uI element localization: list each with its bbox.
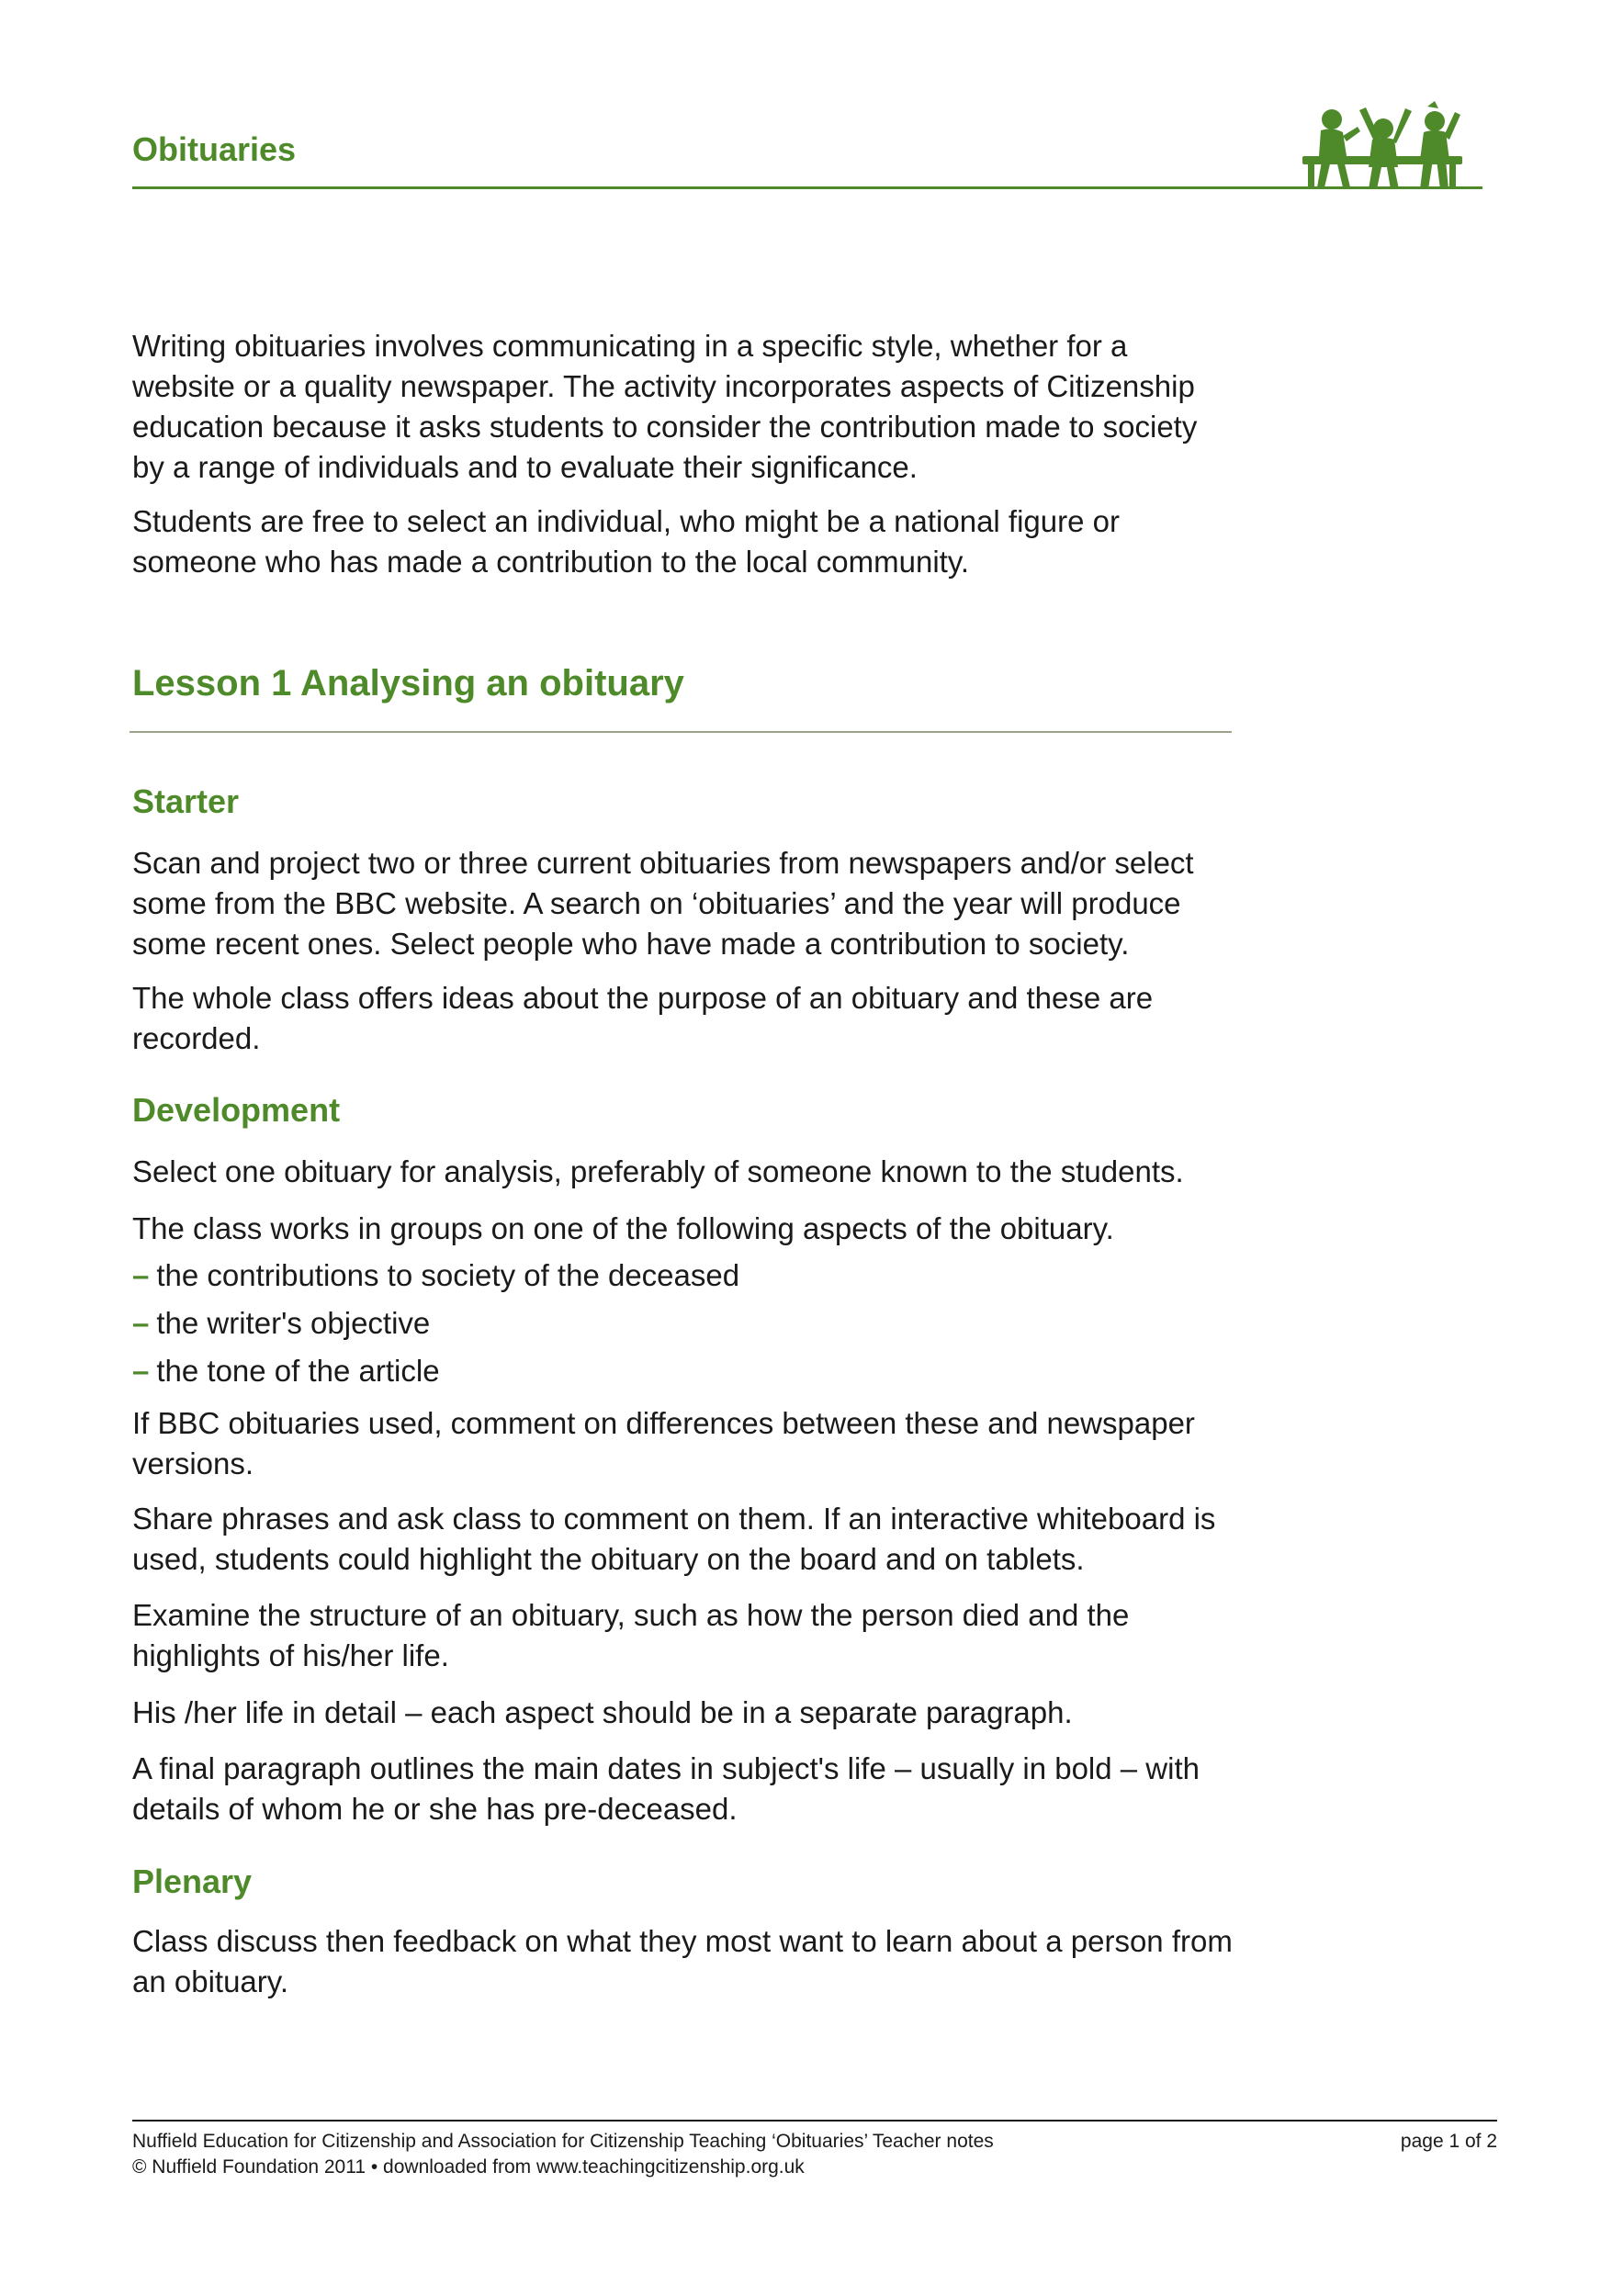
- starter-heading: Starter: [132, 782, 240, 820]
- lesson-divider: [130, 731, 1232, 733]
- intro-paragraph-1: Writing obituaries involves communicating in a specific style, whether for a website or a quality newspaper. The activity incorporates aspects of Citizenship education because it asks students to consider the contribution made to society by a range of individuals and to evaluate their significance.: [132, 329, 1198, 484]
- list-item: – the tone of the article: [132, 1354, 440, 1388]
- footer-copyright: © Nuffield Foundation 2011 • downloaded from www.teachingcitizenship.org.uk: [132, 2156, 805, 2178]
- list-item: – the writer's objective: [132, 1306, 431, 1340]
- aspects-list: [132, 1252, 739, 1395]
- page-number: page 1 of 2: [1400, 2131, 1497, 2152]
- development-heading: Development: [132, 1091, 341, 1129]
- starter-paragraph-1: Scan and project two or three current obituaries from newspapers and/or select some from the BBC website. A search on ‘obituaries’ and the year will produce some recent ones. Select people who have made a contribution to society.: [132, 846, 1194, 961]
- dash-bullet: –: [132, 1306, 150, 1340]
- dash-bullet: –: [132, 1258, 150, 1292]
- development-paragraph-2: The class works in groups on one of the following aspects of the obituary.: [132, 1211, 1114, 1245]
- development-paragraph-7: A final paragraph outlines the main dates in subject's life – usually in bold – with details of whom he or she has pre-deceased.: [132, 1751, 1200, 1826]
- development-paragraph-3: If BBC obituaries used, comment on differences between these and newspaper versions.: [132, 1406, 1195, 1480]
- lesson-heading: Lesson 1 Analysing an obituary: [132, 663, 684, 703]
- footer-credit: Nuffield Education for Citizenship and Association for Citizenship Teaching ‘Obituaries’ Teacher notes: [132, 2131, 994, 2152]
- plenary-paragraph-1: Class discuss then feedback on what they most want to learn about a person from an obituary.: [132, 1924, 1233, 1998]
- list-item: – the contributions to society of the deceased: [132, 1258, 740, 1292]
- development-paragraph-1: Select one obituary for analysis, preferably of someone known to the students.: [132, 1154, 1184, 1188]
- development-paragraph-6: His /her life in detail – each aspect should be in a separate paragraph.: [132, 1695, 1073, 1729]
- development-paragraph-4: Share phrases and ask class to comment on them. If an interactive whiteboard is used, students could highlight the obituary on the board and on tablets.: [132, 1502, 1216, 1576]
- dash-bullet: –: [132, 1354, 150, 1388]
- page-title: Obituaries: [132, 130, 297, 168]
- header-divider: [132, 186, 1482, 189]
- footer-divider: [132, 2120, 1497, 2122]
- development-paragraph-5: Examine the structure of an obituary, such as how the person died and the highlights of his/her life.: [132, 1598, 1130, 1672]
- plenary-heading: Plenary: [132, 1863, 253, 1900]
- starter-paragraph-2: The whole class offers ideas about the purpose of an obituary and these are recorded.: [132, 981, 1154, 1055]
- children-bench-logo-icon: [1295, 99, 1470, 191]
- intro-paragraph-2: Students are free to select an individual, who might be a national figure or someone who has made a contribution to the local community.: [132, 504, 1120, 579]
